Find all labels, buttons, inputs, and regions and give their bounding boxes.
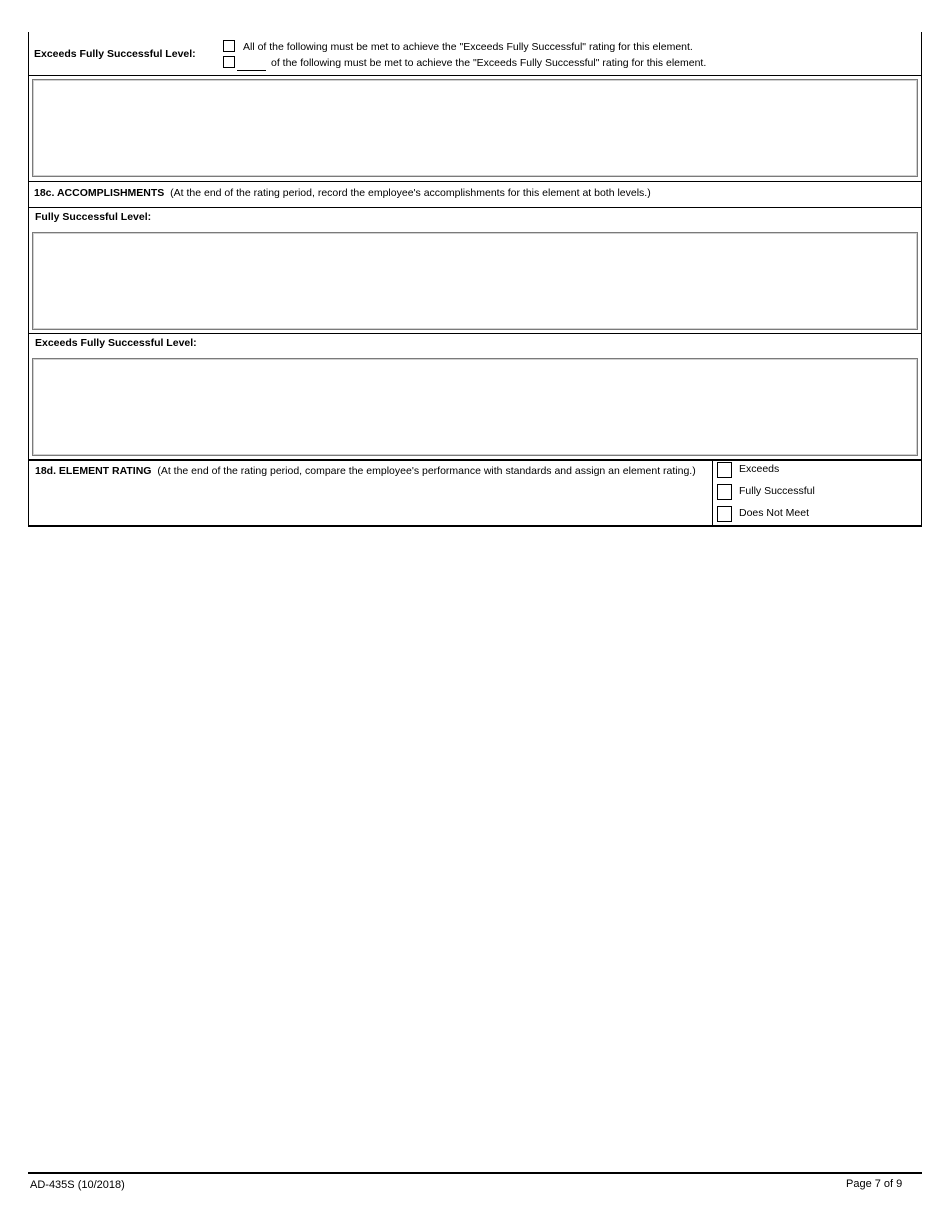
exceeds-accomplishments-label: Exceeds Fully Successful Level: xyxy=(35,337,197,349)
rating-column-divider xyxy=(712,460,713,526)
rating-does-not-meet-checkbox[interactable] xyxy=(717,506,732,522)
table-left-border xyxy=(28,32,29,526)
row-divider-2 xyxy=(28,181,922,182)
accomplishments-instruction: (At the end of the rating period, record the employee's accomplishments for this element at both levels.) xyxy=(170,187,651,199)
all-of-following-checkbox[interactable] xyxy=(223,40,235,52)
rating-exceeds-label: Exceeds xyxy=(739,463,780,475)
row-divider-4 xyxy=(28,333,922,334)
element-rating-heading: 18d. ELEMENT RATING xyxy=(35,465,152,477)
number-required-input[interactable] xyxy=(237,57,266,71)
table-right-border xyxy=(921,32,922,526)
rating-fully-successful-checkbox[interactable] xyxy=(717,484,732,500)
rating-does-not-meet-label: Does Not Meet xyxy=(739,507,810,519)
table-bottom-border xyxy=(28,525,922,527)
exceeds-header-label: Exceeds Fully Successful Level: xyxy=(34,48,196,60)
page-number: Page 7 of 9 xyxy=(846,1178,903,1190)
row-divider-1 xyxy=(28,75,922,76)
rating-fully-successful-label: Fully Successful xyxy=(739,485,815,497)
fully-successful-accomplishments-textarea[interactable] xyxy=(32,232,918,330)
option-some-text: of the following must be met to achieve the "Exceeds Fully Successful" rating for this element. xyxy=(271,57,707,69)
element-rating-row xyxy=(35,465,696,477)
exceeds-standards-textarea[interactable] xyxy=(32,79,918,177)
rating-exceeds-checkbox[interactable] xyxy=(717,462,732,478)
accomplishments-row xyxy=(34,187,651,199)
element-rating-instruction: (At the end of the rating period, compare the employee's performance with standards and assign an element rating.) xyxy=(157,465,696,477)
form-id: AD-435S (10/2018) xyxy=(30,1179,125,1191)
option-all-text: All of the following must be met to achieve the "Exceeds Fully Successful" rating for this element. xyxy=(243,41,693,53)
exceeds-accomplishments-textarea[interactable] xyxy=(32,358,918,456)
footer-rule xyxy=(28,1172,922,1174)
accomplishments-heading: 18c. ACCOMPLISHMENTS xyxy=(34,187,165,199)
fully-successful-label: Fully Successful Level: xyxy=(35,211,152,223)
row-divider-3 xyxy=(28,207,922,208)
some-of-following-checkbox[interactable] xyxy=(223,56,235,68)
row-divider-5 xyxy=(28,459,922,461)
